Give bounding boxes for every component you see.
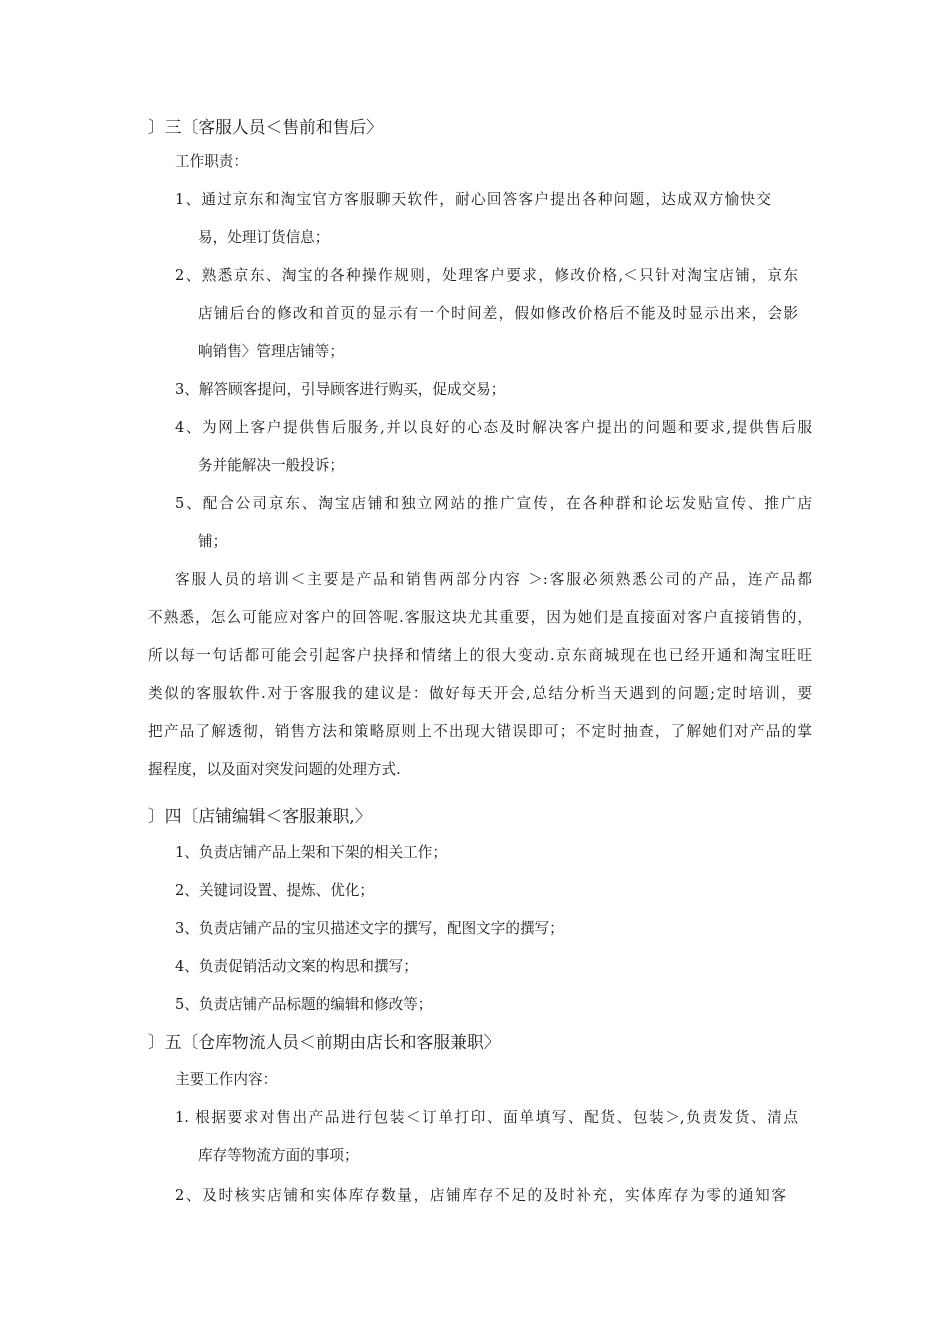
section-3-item-1-line-2: 易，处理订货信息；	[198, 229, 330, 246]
section-4-heading: 〕四〔店铺编辑＜客服兼职,〉	[148, 806, 372, 826]
section-4-item-5: 5、负责店铺产品标题的编辑和修改等；	[175, 996, 433, 1013]
section-4-item-3: 3、负责店铺产品的宝贝描述文字的撰写，配图文字的撰写；	[175, 920, 564, 937]
section-3-paragraph-line-3: 所以每一句话都可能会引起客户抉择和情绪上的很大变动.京东商城现在也已经开通和淘宝旺旺	[148, 647, 812, 664]
section-3-item-5-line-2: 铺；	[198, 533, 228, 550]
section-3-item-2-line-1: 2、熟悉京东、淘宝的各种操作规则，处理客户要求，修改价格,＜只针对淘宝店铺，京东	[175, 267, 798, 284]
section-3-paragraph-line-1: 客服人员的培训＜主要是产品和销售两部分内容 ＞:客服必须熟悉公司的产品，连产品都	[175, 571, 812, 588]
section-3-item-5-line-1: 5、配合公司京东、淘宝店铺和独立网站的推广宣传，在各种群和论坛发贴宣传、推广店	[175, 495, 812, 512]
section-4-item-4: 4、负责促销活动文案的构思和撰写；	[175, 958, 418, 975]
section-3-item-3: 3、解答顾客提问，引导顾客进行购买，促成交易；	[175, 381, 506, 398]
section-5-item-2-line-1: 2、及时核实店铺和实体库存数量，店铺库存不足的及时补充，实体库存为零的通知客	[175, 1187, 786, 1204]
section-3-paragraph-line-5: 把产品了解透彻，销售方法和策略原则上不出现大错误即可；不定时抽查，了解她们对产品的掌	[148, 723, 812, 740]
section-3-paragraph-line-2: 不熟悉，怎么可能应对客户的回答呢.客服这块尤其重要，因为她们是直接面对客户直接销售的，	[148, 609, 812, 626]
section-5-intro: 主要工作内容：	[175, 1071, 278, 1088]
section-3-item-2-line-3: 响销售〉管理店铺等；	[198, 343, 344, 360]
section-5-heading: 〕五〔仓库物流人员＜前期由店长和客服兼职〉	[148, 1032, 501, 1052]
section-4-item-1: 1、负责店铺产品上架和下架的相关工作；	[175, 844, 447, 861]
section-5-item-1-line-1: 1. 根据要求对售出产品进行包装＜订单打印、面单填写、配货、包装＞,负责发货、清点	[175, 1109, 798, 1126]
section-5-item-1-line-2: 库存等物流方面的事项；	[198, 1147, 359, 1164]
section-3-item-4-line-1: 4、为网上客户提供售后服务,并以良好的心态及时解决客户提出的问题和要求,提供售后服	[175, 419, 812, 436]
section-3-intro: 工作职责：	[175, 153, 248, 170]
section-3-paragraph-line-4: 类似的客服软件.对于客服我的建议是：做好每天开会,总结分析当天遇到的问题;定时培训，要	[148, 685, 812, 702]
section-3-item-2-line-2: 店铺后台的修改和首页的显示有一个时间差，假如修改价格后不能及时显示出来，会影	[198, 305, 798, 322]
section-4-item-2: 2、关键词设置、提炼、优化；	[175, 882, 375, 899]
section-3-heading: 〕三〔客服人员＜售前和售后〉	[148, 117, 383, 137]
section-3-paragraph-line-6: 握程度，以及面对突发问题的处理方式.	[148, 761, 401, 778]
section-3-item-4-line-2: 务并能解决一般投诉；	[198, 457, 344, 474]
section-3-item-1-line-1: 1、通过京东和淘宝官方客服聊天软件，耐心回答客户提出各种问题，达成双方愉快交	[175, 191, 771, 208]
